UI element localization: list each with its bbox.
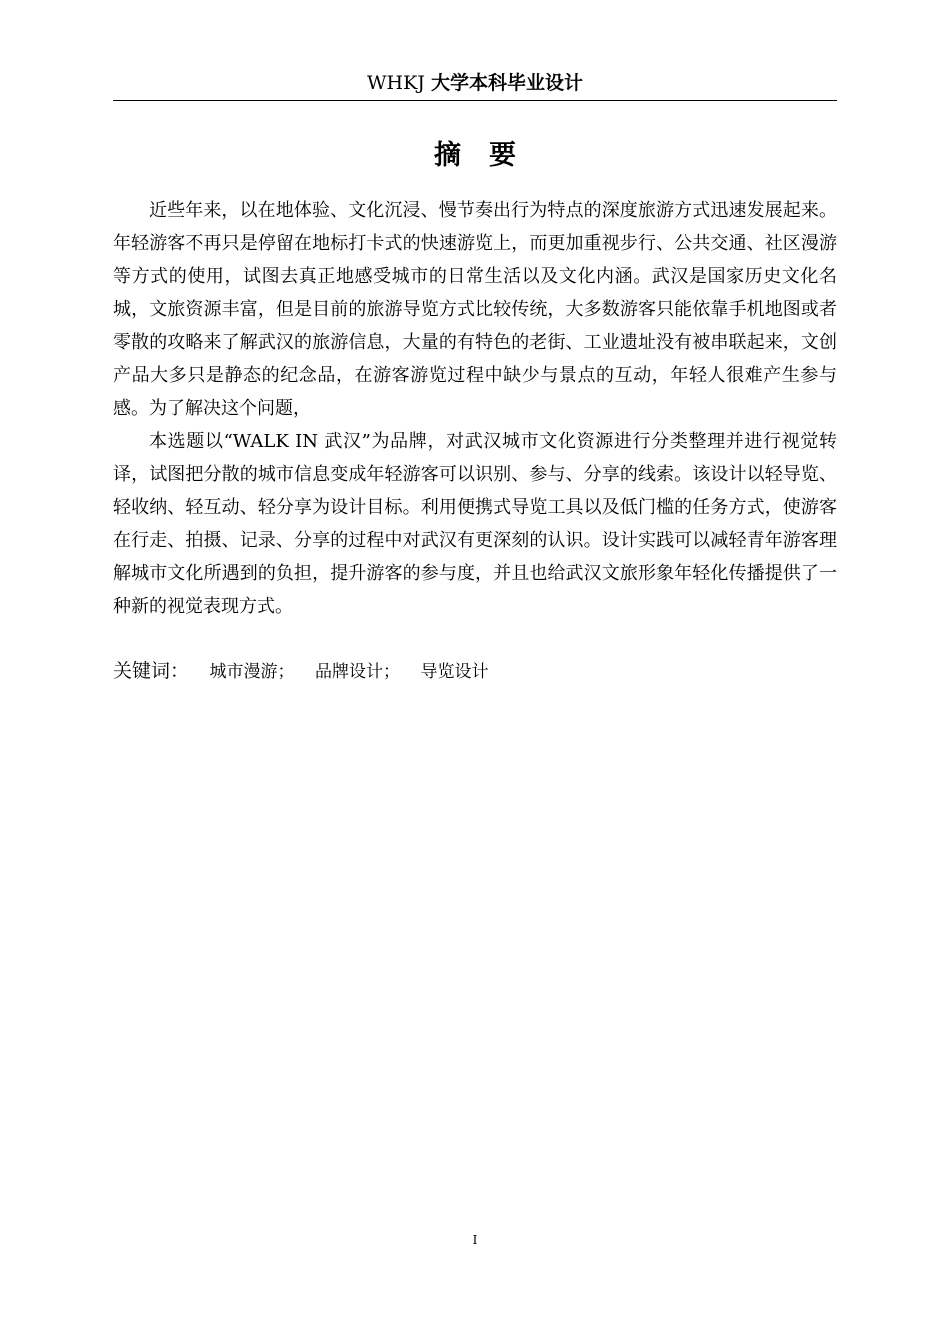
- header-title: 大学本科毕业设计: [430, 72, 583, 94]
- keyword-item: 城市漫游；: [209, 662, 295, 682]
- header-school-code: WHKJ: [367, 72, 425, 94]
- page-number: I: [472, 1233, 478, 1247]
- page-header: [113, 66, 837, 101]
- keywords-label: 关键词：: [113, 660, 190, 682]
- abstract-body: [113, 194, 837, 623]
- abstract-title: 摘要: [434, 140, 544, 171]
- keyword-item: 品牌设计；: [315, 662, 401, 682]
- keyword-item: 导览设计: [420, 662, 489, 682]
- keywords-line: [113, 655, 837, 689]
- abstract-paragraph: 本选题以“WALK IN 武汉”为品牌，对武汉城市文化资源进行分类整理并进行视觉转译，试图把分散的城市信息变成年轻游客可以识别、参与、分享的线索。该设计以轻导览、轻收纳、轻互动、轻分享为设计目标。利用便携式导览工具以及低门槛的任务方式，使游客在行走、拍摄、记录、分享的过程中对武汉有更深刻的认识。设计实践可以减轻青年游客理解城市文化所遇到的负担，提升游客的参与度，并且也给武汉文旅形象年轻化传播提供了一种新的视觉表现方式。: [113, 431, 837, 617]
- abstract-paragraph: 近些年来，以在地体验、文化沉浸、慢节奏出行为特点的深度旅游方式迅速发展起来。年轻游客不再只是停留在地标打卡式的快速游览上，而更加重视步行、公共交通、社区漫游等方式的使用，试图去真正地感受城市的日常生活以及文化内涵。武汉是国家历史文化名城，文旅资源丰富，但是目前的旅游导览方式比较传统，大多数游客只能依靠手机地图或者零散的攻略来了解武汉的旅游信息，大量的有特色的老街、工业遗址没有被串联起来，文创产品大多只是静态的纪念品，在游客游览过程中缺少与景点的互动，年轻人很难产生参与感。为了解决这个问题，: [113, 200, 837, 419]
